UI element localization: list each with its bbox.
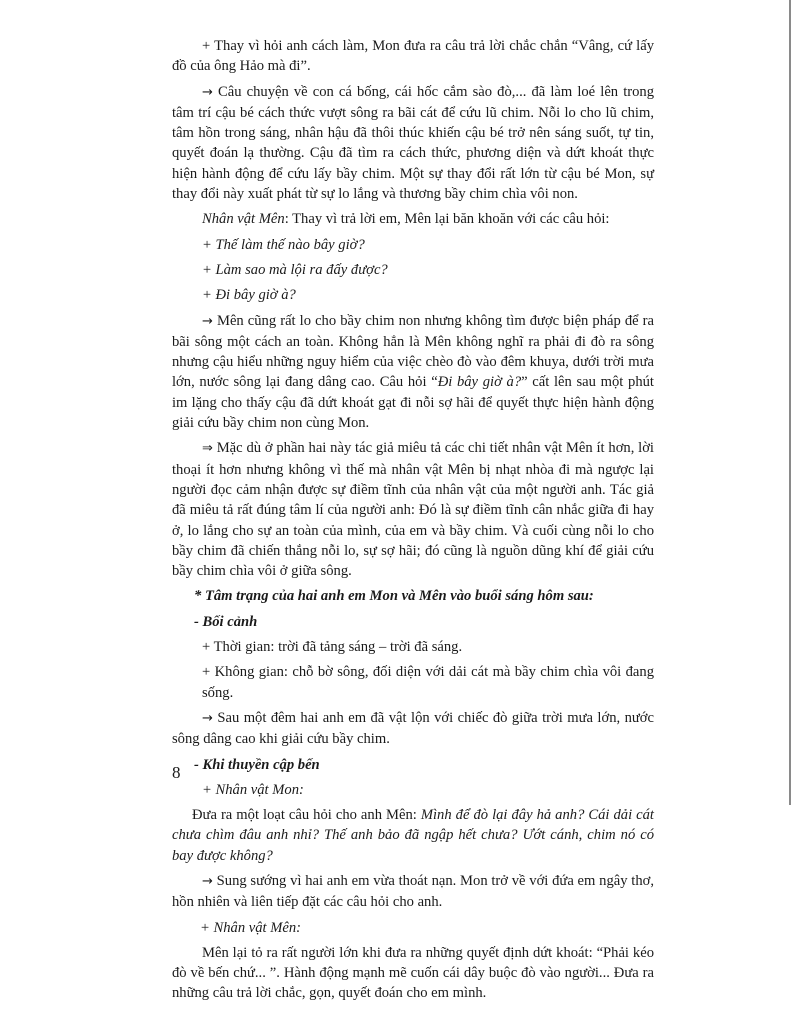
paragraph bbox=[172, 755, 654, 775]
text-run: + Đi bây giờ à? bbox=[202, 287, 296, 304]
page-edge-line bbox=[789, 0, 791, 805]
text-run: Sau một đêm hai anh em đã vật lộn với chiếc đò giữa trời mưa lớn, nước sông dâng cao khi giải cứu bầy chim. bbox=[172, 709, 654, 748]
text-run: Đi bây giờ à? bbox=[437, 374, 522, 391]
paragraph bbox=[172, 209, 654, 229]
text-run: Mình để đò lại đây hả anh? Cái dải cát chưa chìm đâu anh nhỉ? Thế anh bảo đã ngập hết chưa? Ướt cánh, chim nó có bay được không? bbox=[172, 807, 654, 864]
text-run: Nhân vật Mên bbox=[202, 211, 285, 228]
text-run: Câu chuyện về con cá bống, cái hốc cắm sào đò,... đã làm loé lên trong tâm trí cậu bé cách thức vượt sông ra bãi cát để cứu lũ chim. Nỗi lo cho lũ chim, tâm hồn trong sáng, nhân hậu đã thôi thúc khiến cậu bé trở nên sáng suốt, tự tin, quyết đoán lạ thường. Cậu đã tìm ra cách thức, phương diện và dứt khoát thực hiện hành động để cứu lấy bầy chim. Một sự thay đổi rất lớn từ cậu bé Mon, sự thay đổi này xuất phát từ sự lo lắng và thương bầy chim chìa vôi non. bbox=[172, 83, 654, 203]
paragraph bbox=[172, 871, 654, 913]
paragraph bbox=[172, 82, 654, 205]
text-run: + Thời gian: trời đã tảng sáng – trời đã sáng. bbox=[202, 639, 463, 656]
paragraph bbox=[172, 708, 654, 750]
text-run: - Khi thuyền cập bến bbox=[194, 756, 320, 773]
paragraph bbox=[172, 805, 654, 866]
paragraph bbox=[172, 943, 654, 1004]
text-run: * Tâm trạng của hai anh em Mon và Mên vào buổi sáng hôm sau: bbox=[194, 588, 594, 605]
text-run: - Bối cảnh bbox=[194, 613, 258, 630]
text-run: ” cất lên sau một phút im lặng cho thấy cậu đã dứt khoát gạt đi nỗi sợ hãi để quyết thực hiện hành động giải cứu bầy chim non cùng Mon. bbox=[172, 374, 654, 432]
text-run: + Làm sao mà lội ra đấy được? bbox=[202, 261, 388, 278]
text-run: Đưa ra một loạt câu hỏi cho anh Mên: bbox=[192, 807, 421, 824]
arrow-symbol: → bbox=[202, 313, 213, 329]
page-number: 8 bbox=[172, 763, 181, 782]
arrow-symbol: ⇒ bbox=[202, 441, 213, 457]
text-run: Sung sướng vì hai anh em vừa thoát nạn. Mon trở về với đứa em ngây thơ, hồn nhiên và liên tiếp đặt các câu hỏi cho anh. bbox=[172, 872, 654, 911]
paragraph bbox=[172, 918, 654, 938]
arrow-symbol: → bbox=[202, 710, 213, 726]
text-run: + Nhân vật Mon: bbox=[202, 781, 304, 798]
paragraph bbox=[172, 662, 654, 703]
paragraph bbox=[172, 586, 654, 606]
paragraph bbox=[172, 285, 654, 305]
text-run: Mặc dù ở phần hai này tác giả miêu tả các chi tiết nhân vật Mên ít hơn, lời thoại ít hơn nhưng không vì thế mà nhân vật Mên bị nhạt nhòa đi mà ngược lại người đọc cảm nhận được sự điềm tĩnh của nhân vật của một người anh. Tác giả đã miêu tả rất đúng tâm lí của người anh: Đó là sự điềm tĩnh cân nhắc giữa đi hay ở, lo lắng cho sự an toàn của mình, của em và bầy chim. Và cuối cùng nỗi lo cho bầy chim đã chiến thắng nỗi lo, sự sợ hãi; đó cũng là nguồn dũng khí để giải cứu bầy chim chìa vôi ở giữa sông. bbox=[172, 440, 654, 580]
text-run: Mên lại tỏ ra rất người lớn khi đưa ra những quyết định dứt khoát: “Phải kéo đò về bến chứ... ”. Hành động mạnh mẽ cuốn cái dây buộc đò vào người... Đưa ra những câu trả lời chắc, gọn, quyết đoán cho em mình. bbox=[172, 944, 654, 1002]
text-run: + Thế làm thế nào bây giờ? bbox=[202, 236, 365, 253]
arrow-symbol: → bbox=[202, 84, 213, 100]
text-run: + Nhân vật Mên: bbox=[200, 919, 302, 936]
paragraph bbox=[172, 311, 654, 434]
paragraph bbox=[172, 780, 654, 800]
text-run: Mên cũng rất lo cho bầy chim non nhưng không tìm được biện pháp để ra bãi sông một cách an toàn. Không hẳn là Mên không nghĩ ra phải đi đò ra sông nhưng cậu hiểu những nguy hiểm của việc chèo đò vào đêm khuya, dưới trời mưa lớn, nước sông lại đang dâng cao. Câu hỏi “ bbox=[172, 312, 654, 391]
paragraph bbox=[172, 612, 654, 632]
paragraph bbox=[172, 235, 654, 255]
paragraph bbox=[172, 438, 654, 581]
text-run: + Không gian: chỗ bờ sông, đối diện với dải cát mà bầy chim chìa vôi đang sống. bbox=[202, 664, 654, 701]
paragraph bbox=[172, 36, 654, 77]
paragraph bbox=[172, 260, 654, 280]
page-body-text bbox=[172, 36, 654, 1009]
text-run: + Thay vì hỏi anh cách làm, Mon đưa ra câu trả lời chắc chắn “Vâng, cứ lấy đồ của ông Hảo mà đi”. bbox=[172, 38, 654, 75]
paragraph bbox=[172, 637, 654, 657]
text-run: : Thay vì trả lời em, Mên lại băn khoăn với các câu hỏi: bbox=[284, 211, 610, 228]
arrow-symbol: → bbox=[202, 873, 213, 889]
